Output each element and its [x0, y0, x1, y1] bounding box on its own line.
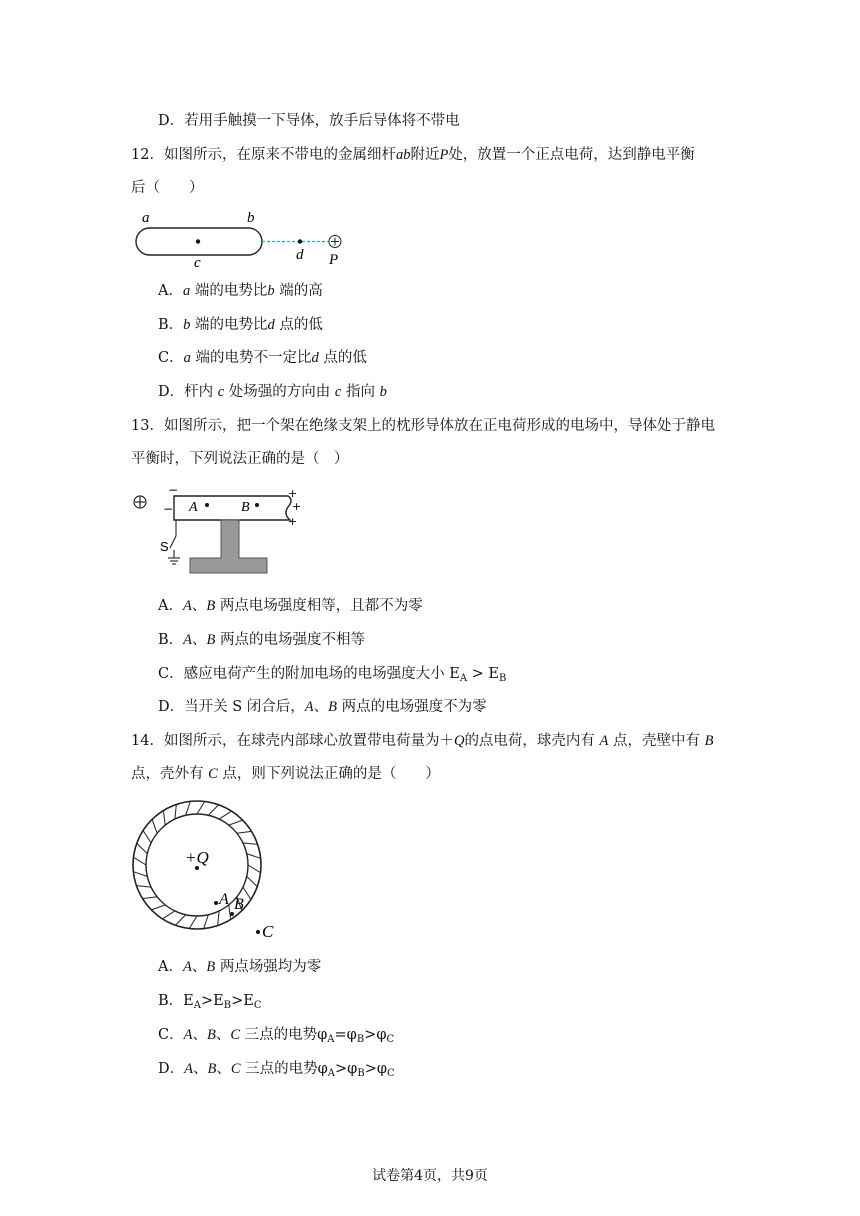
- label-p: P: [329, 252, 339, 268]
- q12-stem-line2: 后（ ）: [131, 180, 204, 196]
- hatch-line: [204, 915, 209, 929]
- q13-option-d: D．当开关 S 闭合后，A、B 两点的电场强度不为零: [158, 699, 487, 715]
- hatch-line: [143, 831, 151, 843]
- hatch-line: [143, 897, 158, 899]
- q13-stem-line2: 平衡时，下列说法正确的是（ ）: [131, 451, 349, 467]
- label-C: C: [262, 922, 274, 941]
- point-a-dot: [214, 901, 218, 905]
- q12-option-c: C．a 端的电势不一定比d 点的低: [158, 350, 367, 366]
- q13-option-a: A．A、B 两点电场强度相等，且都不为零: [158, 598, 423, 614]
- hatch-line: [247, 854, 261, 859]
- q14-stem-line2: 点，壳外有 C 点，则下列说法正确的是（ ）: [131, 766, 440, 782]
- hatch-line: [237, 831, 252, 833]
- hatch-line: [163, 811, 165, 826]
- label-B: B: [234, 896, 244, 913]
- q11-option-d: D．若用手触摸一下导体，放手后导体将不带电: [158, 113, 460, 129]
- point-c-dot: [196, 239, 200, 243]
- label-A: A: [219, 891, 229, 908]
- hatch-line: [175, 804, 176, 819]
- q13-option-c: C．感应电荷产生的附加电场的电场强度大小 $E_A > E_B$: [158, 666, 507, 684]
- point-a-dot: [205, 503, 209, 507]
- label-A: A: [189, 500, 198, 515]
- q12-figure: [128, 206, 358, 270]
- minus-1: −: [168, 483, 179, 497]
- q14-figure: [128, 796, 288, 946]
- insulating-support: [190, 520, 267, 573]
- hatch-line: [248, 865, 261, 873]
- q12-option-a: A．a 端的电势比b 端的高: [158, 283, 323, 299]
- hatch-line: [136, 886, 151, 887]
- q14-option-b: B．$E_A>E_B>E_C$: [158, 993, 262, 1011]
- switch-blade: [170, 536, 176, 548]
- q12-stem-line1: 12．如图所示，在原来不带电的金属细杆ab附近P处，放置一个正点电荷，达到静电平衡: [131, 147, 695, 163]
- q13-option-b: B．A、B 两点的电场强度不相等: [158, 632, 365, 648]
- minus-2: −: [163, 502, 174, 516]
- hatch-line: [229, 905, 231, 920]
- plus-2: +: [292, 500, 302, 513]
- plus-3: +: [288, 515, 298, 528]
- hatch-line: [197, 801, 205, 814]
- label-S: S: [160, 539, 169, 554]
- label-b: b: [247, 210, 255, 226]
- point-d-dot: [298, 239, 302, 243]
- label-B: B: [241, 500, 250, 515]
- hatch-line: [151, 905, 165, 910]
- hatch-line: [186, 801, 191, 815]
- hatch-line: [243, 843, 258, 844]
- hatch-line: [163, 911, 175, 919]
- point-b-dot: [255, 503, 259, 507]
- hatch-line: [175, 915, 185, 926]
- q14-option-c: C．A、B、C 三点的电势$\varphi_A=\varphi_B>\varphi_C$: [158, 1027, 395, 1045]
- hatch-line: [133, 857, 146, 865]
- hatch-line: [208, 805, 218, 816]
- label-d: d: [296, 247, 304, 263]
- q13-figure: [128, 480, 318, 580]
- q14-stem-line1: 14．如图所示，在球壳内部球心放置带电荷量为＋Q的点电荷，球壳内有 A 点，壳壁中有 B: [131, 733, 714, 749]
- q13-stem-line1: 13．如图所示，把一个架在绝缘支架上的枕形导体放在正电荷形成的电场中，导体处于静电: [131, 418, 715, 434]
- hatch-line: [219, 811, 231, 819]
- q14-option-d: D．A、B、C 三点的电势$\varphi_A>\varphi_B>\varphi_C$: [158, 1061, 395, 1079]
- point-c-dot: [256, 930, 260, 934]
- plus-1: +: [288, 487, 298, 500]
- label-a: a: [142, 210, 150, 226]
- hatch-line: [247, 876, 258, 886]
- page-footer: 试卷第4页，共9页: [372, 1168, 488, 1184]
- hatch-line: [229, 820, 243, 825]
- label-c: c: [194, 255, 201, 270]
- hatch-line: [133, 872, 147, 877]
- hatch-line: [137, 843, 148, 853]
- hatch-line: [218, 911, 219, 926]
- q14-option-a: A．A、B 两点场强均为零: [158, 959, 322, 975]
- q12-option-d: D．杆内 c 处场强的方向由 c 指向 b: [158, 384, 387, 400]
- hatch-line: [189, 916, 197, 929]
- q12-option-b: B．b 端的电势比d 点的低: [158, 317, 323, 333]
- label-Q: +Q: [185, 848, 209, 867]
- hatch-line: [243, 887, 251, 899]
- hatch-line: [152, 819, 157, 833]
